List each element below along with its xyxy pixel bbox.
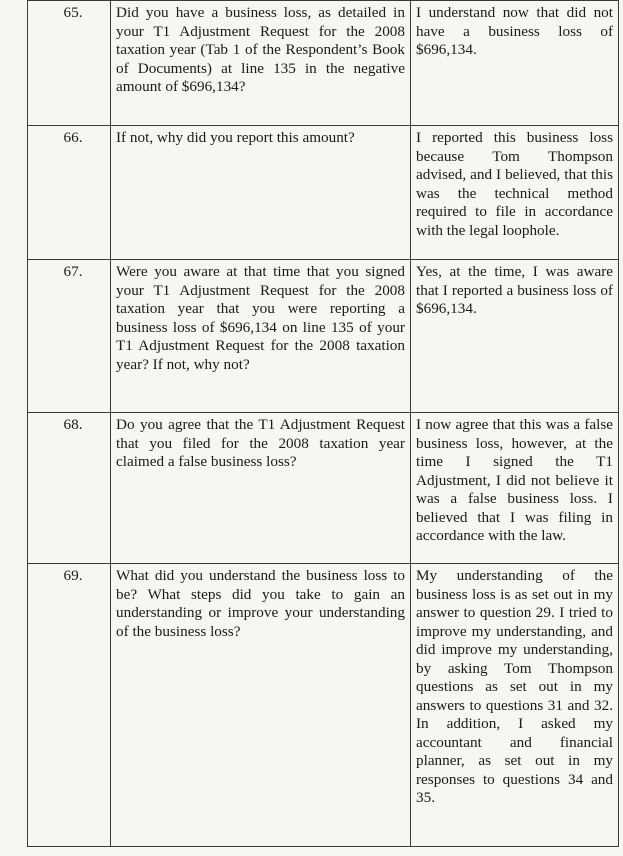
- question-number: 67.: [63, 263, 83, 280]
- question-number: 66.: [63, 129, 83, 146]
- answer-cell: My understanding of the business loss is as set out in my answer to question 29. I tried to improve my understanding, and did improve my understanding, by asking Tom Thompson questions as set out in my answers to questions 31 and 32. In addition, I asked my accountant and financial planner, as set out in my responses to questions 34 and 35.: [411, 564, 619, 847]
- question-number-cell: [28, 413, 111, 564]
- question-number-cell: [28, 260, 111, 413]
- question-number: 68.: [63, 416, 83, 433]
- question-number: 69.: [63, 567, 83, 584]
- questions-answers-table: [27, 0, 619, 847]
- question-number: 65.: [63, 4, 83, 21]
- question-number-cell: [28, 126, 111, 260]
- answer-cell: I now agree that this was a false business loss, however, at the time I signed the T1 Adjustment, I did not believe it was a false business loss. I believed that I was filing in accordance with the law.: [411, 413, 619, 564]
- table-row: [28, 564, 619, 847]
- table-row: [28, 413, 619, 564]
- table-row: [28, 1, 619, 126]
- table-row: [28, 126, 619, 260]
- table-row: [28, 260, 619, 413]
- question-number-cell: [28, 564, 111, 847]
- question-cell: What did you understand the business loss to be? What steps did you take to gain an understanding or improve your understanding of the business loss?: [111, 564, 411, 847]
- answer-cell: I understand now that did not have a business loss of $696,134.: [411, 1, 619, 126]
- question-cell: Did you have a business loss, as detailed in your T1 Adjustment Request for the 2008 taxation year (Tab 1 of the Respondent’s Book of Documents) at line 135 in the negative amount of $696,134?: [111, 1, 411, 126]
- question-cell: Do you agree that the T1 Adjustment Request that you filed for the 2008 taxation year claimed a false business loss?: [111, 413, 411, 564]
- question-number-cell: [28, 1, 111, 126]
- answer-cell: Yes, at the time, I was aware that I reported a business loss of $696,134.: [411, 260, 619, 413]
- answer-cell: I reported this business loss because Tom Thompson advised, and I believed, that this was the technical method required to file in accordance with the legal loophole.: [411, 126, 619, 260]
- question-cell: If not, why did you report this amount?: [111, 126, 411, 260]
- question-cell: Were you aware at that time that you signed your T1 Adjustment Request for the 2008 taxation year that you were reporting a business loss of $696,134 on line 135 of your T1 Adjustment Request for the 2008 taxation year? If not, why not?: [111, 260, 411, 413]
